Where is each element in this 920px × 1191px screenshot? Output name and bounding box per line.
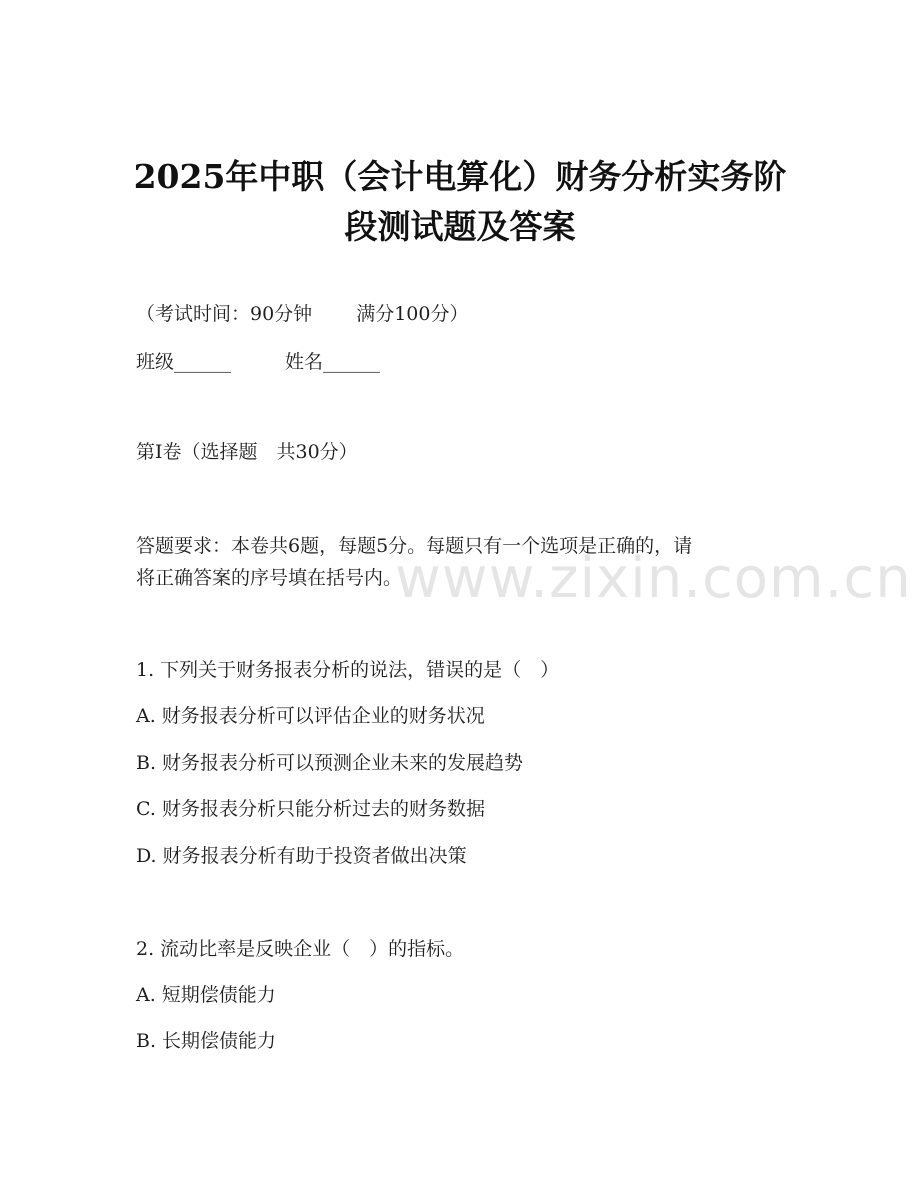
instructions-line2: 将正确答案的序号填在括号内。: [136, 567, 403, 589]
question-2-option-b: B. 长期偿债能力: [136, 1030, 277, 1052]
exam-score: 满分100分）: [356, 303, 469, 325]
name-field: 姓名______: [285, 351, 381, 373]
class-field: 班级______: [136, 351, 232, 373]
question-1-option-c: C. 财务报表分析只能分析过去的财务数据: [136, 798, 485, 820]
question-2-option-a: A. 短期偿债能力: [136, 984, 276, 1006]
question-2-stem: 2. 流动比率是反映企业（ ）的指标。: [136, 938, 465, 960]
question-1-option-b: B. 财务报表分析可以预测企业未来的发展趋势: [136, 752, 524, 774]
document-title-line2: 段测试题及答案: [344, 207, 576, 246]
question-1-option-d: D. 财务报表分析有助于投资者做出决策: [136, 845, 467, 867]
question-1-stem: 1. 下列关于财务报表分析的说法，错误的是（ ）: [136, 659, 560, 681]
exam-info: [136, 305, 468, 324]
watermark: www.zixin.com.cn: [395, 546, 912, 611]
document-title-line1: 2025年中职（会计电算化）财务分析实务阶: [133, 157, 787, 196]
question-1-option-a: A. 财务报表分析可以评估企业的财务状况: [136, 705, 485, 727]
student-info: [136, 353, 380, 372]
exam-time: （考试时间：90分钟: [136, 303, 313, 325]
instructions-line1: 答题要求：本卷共6题，每题5分。每题只有一个选项是正确的，请: [136, 535, 693, 557]
section-heading: 第Ⅰ卷（选择题 共30分）: [136, 441, 358, 463]
